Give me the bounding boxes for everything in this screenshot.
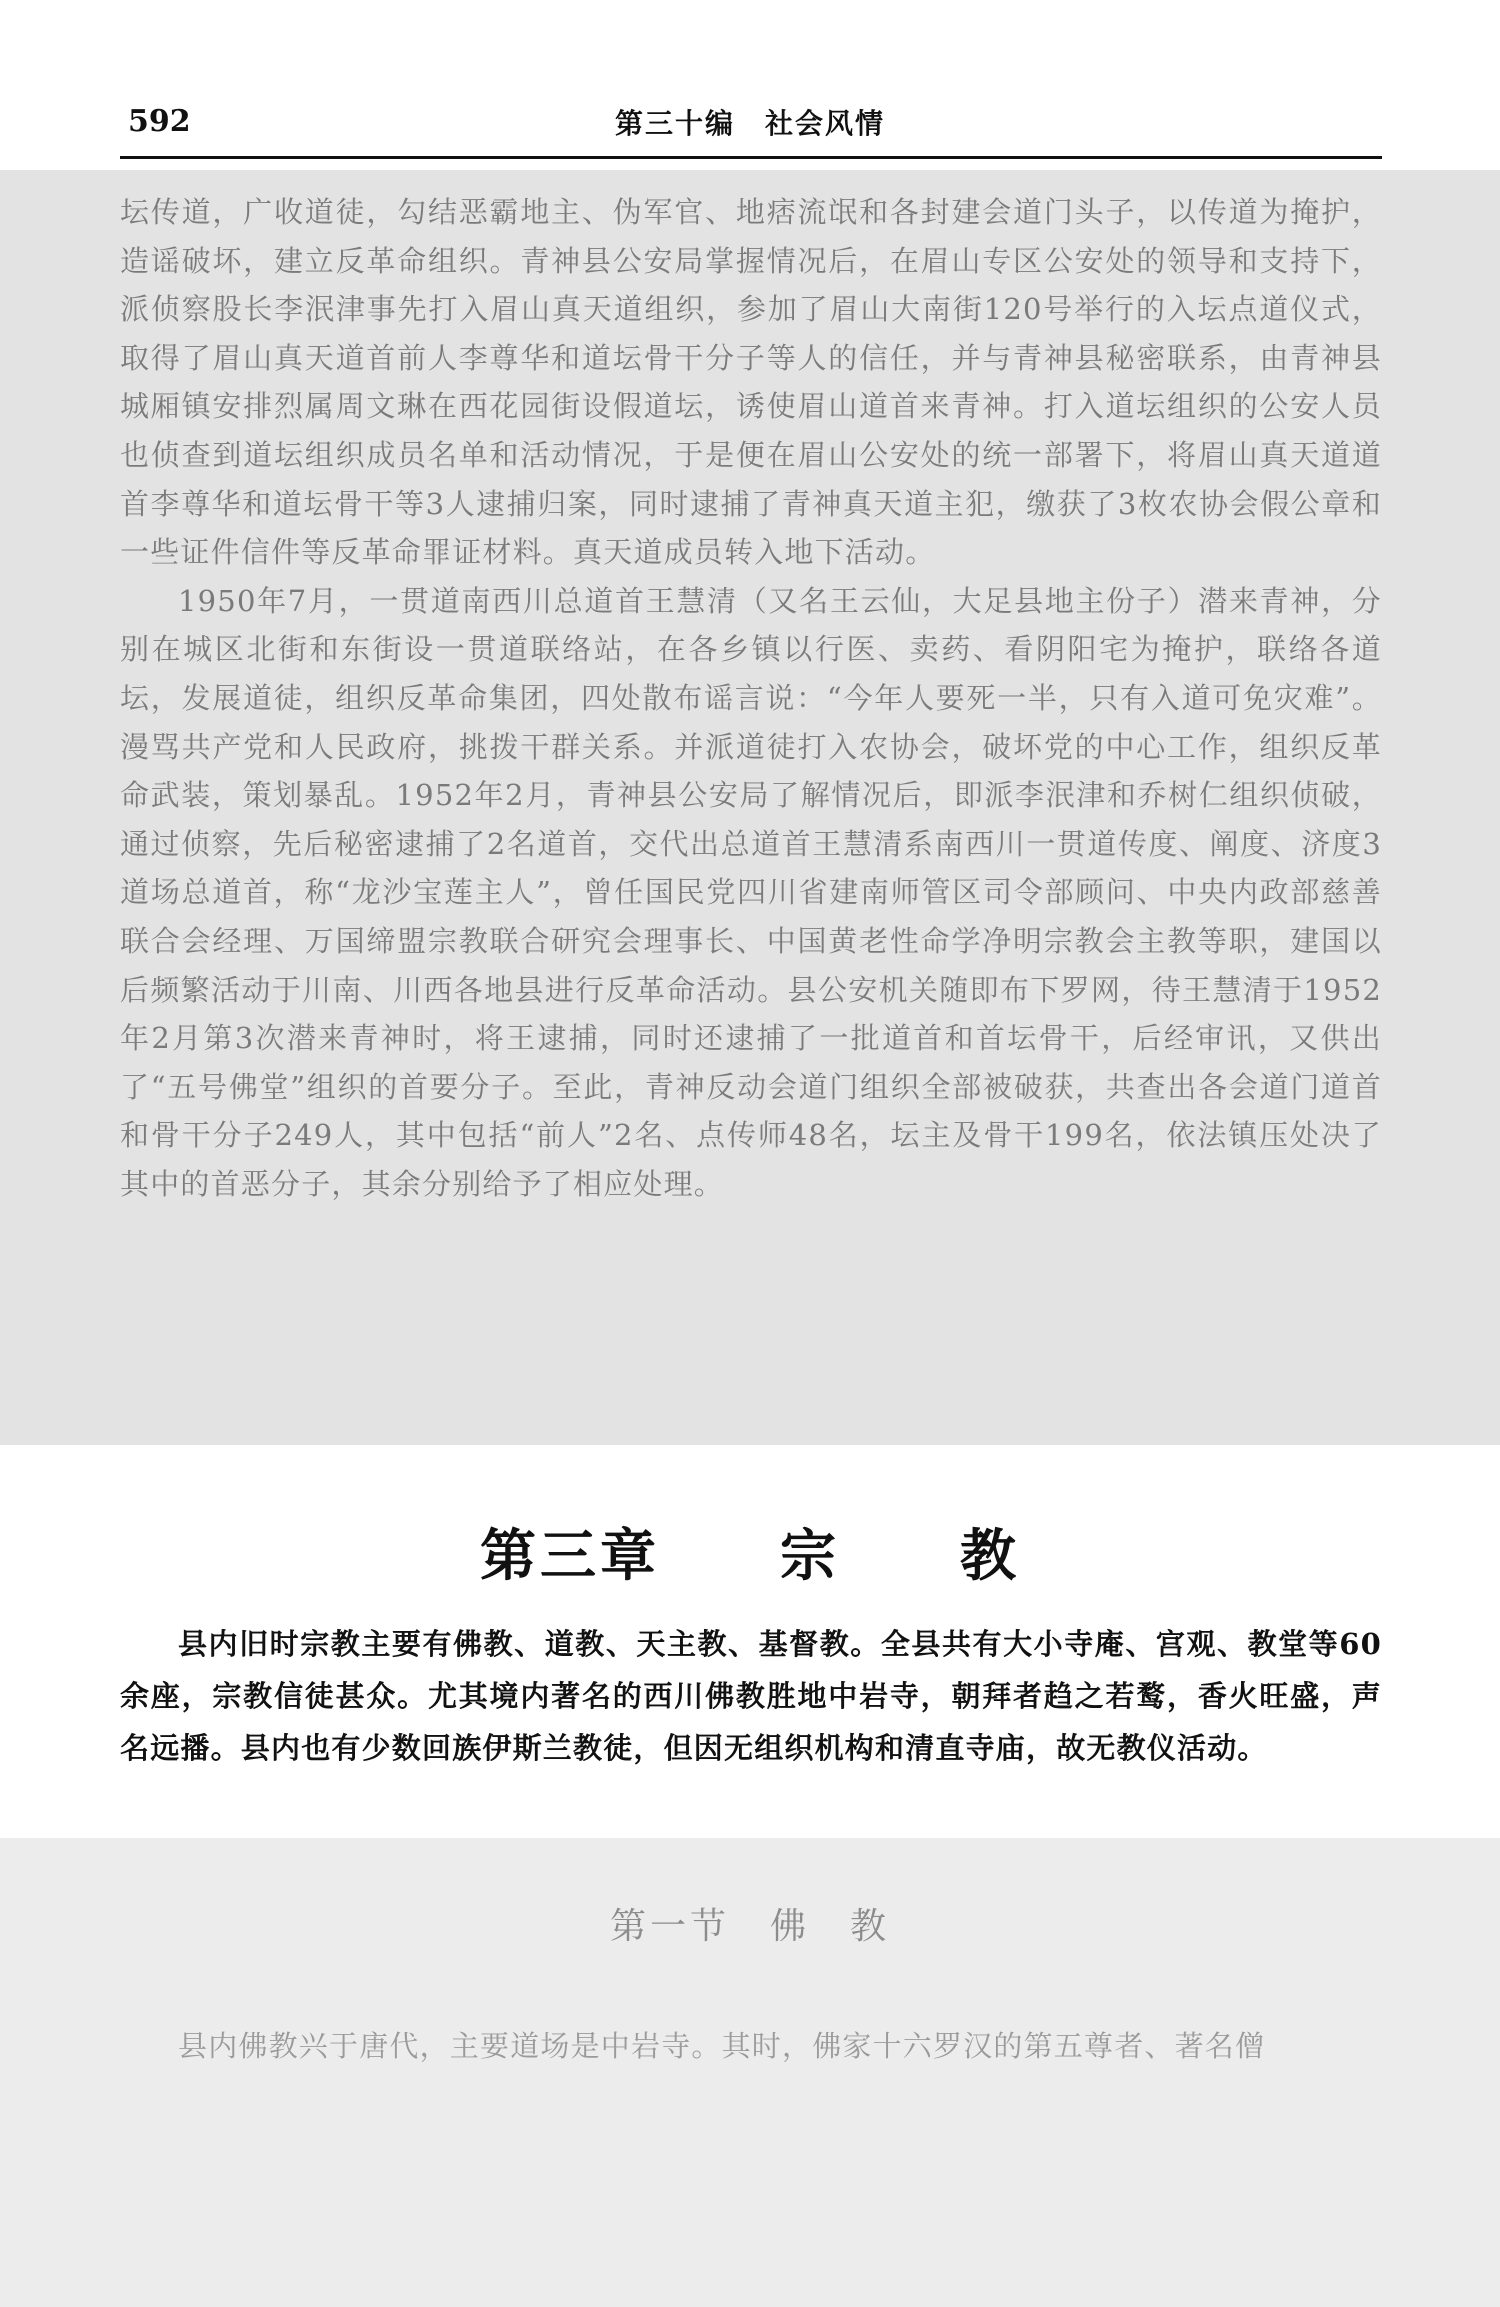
chapter-title: 第三章 宗 教 bbox=[480, 1523, 1020, 1589]
section-first-line: 县内佛教兴于唐代，主要道场是中岩寺。其时，佛家十六罗汉的第五尊者、著名僧 bbox=[178, 2029, 1266, 2063]
paragraph-yiguandao: 1950年7月，一贯道南西川总道首王慧清（又名王云仙，大足县地主份子）潜来青神，分别在城区北街和东街设一贯道联络站，在各乡镇以行医、卖药、看阴阳宅为掩护，联络各道坛，发展道徒，组织反革命集团，四处散布谣言说：“今年人要死一半，只有入道可免灾难”。漫骂共产党和人民政府，挑拨干群关系。并派道徒打入农协会，破坏党的中心工作，组织反革命武装，策划暴乱。1952年2月，青神县公安局了解情况后，即派李泯津和乔树仁组织侦破，通过侦察，先后秘密逮捕了2名道首，交代出总道首王慧清系南西川一贯道传度、阐度、济度3道场总道首，称“龙沙宝莲主人”，曾任国民党四川省建南师管区司令部顾问、中央内政部慈善联合会经理、万国缔盟宗教联合研究会理事长、中国黄老性命学净明宗教会主教等职，建国以后频繁活动于川南、川西各地县进行反革命活动。县公安机关随即布下罗网，待王慧清于1952年2月第3次潜来青神时，将王逮捕，同时还逮捕了一批道首和首坛骨干，后经审讯，又供出了“五号佛堂”组织的首要分子。至此，青神反动会道门组织全部被破获，共查出各会道门道首和骨干分子249人，其中包括“前人”2名、点传师48名，坛主及骨干199名，依法镇压处决了其中的首恶分子，其余分别给予了相应处理。 bbox=[120, 583, 1382, 1201]
chapter-intro bbox=[120, 1618, 1382, 1774]
header-rule bbox=[120, 156, 1382, 159]
section-text bbox=[120, 2022, 1382, 2070]
page-header bbox=[120, 98, 1380, 154]
chapter-intro-paragraph: 县内旧时宗教主要有佛教、道教、天主教、基督教。全县共有大小寺庵、宫观、教堂等60余座，宗教信徒甚众。尤其境内著名的西川佛教胜地中岩寺，朝拜者趋之若鹜，香火旺盛，声名远播。县内也有少数回族伊斯兰教徒，但因无组织机构和清直寺庙，故无教仪活动。 bbox=[120, 1627, 1382, 1765]
page-number: 592 bbox=[128, 104, 191, 139]
running-title: 第三十编 社会风情 bbox=[614, 107, 885, 140]
section-title: 第一节 佛 教 bbox=[609, 1906, 890, 1947]
top-text-block bbox=[120, 188, 1382, 1208]
paragraph-zhentiandao: 坛传道，广收道徒，勾结恶霸地主、伪军官、地痞流氓和各封建会道门头子，以传道为掩护，造谣破坏，建立反革命组织。青神县公安局掌握情况后，在眉山专区公安处的领导和支持下，派侦察股长李泯津事先打入眉山真天道组织，参加了眉山大南街120号举行的入坛点道仪式，取得了眉山真天道首前人李尊华和道坛骨干分子等人的信任，并与青神县秘密联系，由青神县城厢镇安排烈属周文琳在西花园街设假道坛，诱使眉山道首来青神。打入道坛组织的公安人员也侦查到道坛组织成员名单和活动情况，于是便在眉山公安处的统一部署下，将眉山真天道道首李尊华和道坛骨干等3人逮捕归案，同时逮捕了青神真天道主犯，缴获了3枚农协会假公章和一些证件信件等反革命罪证材料。真天道成员转入地下活动。 bbox=[120, 195, 1382, 570]
